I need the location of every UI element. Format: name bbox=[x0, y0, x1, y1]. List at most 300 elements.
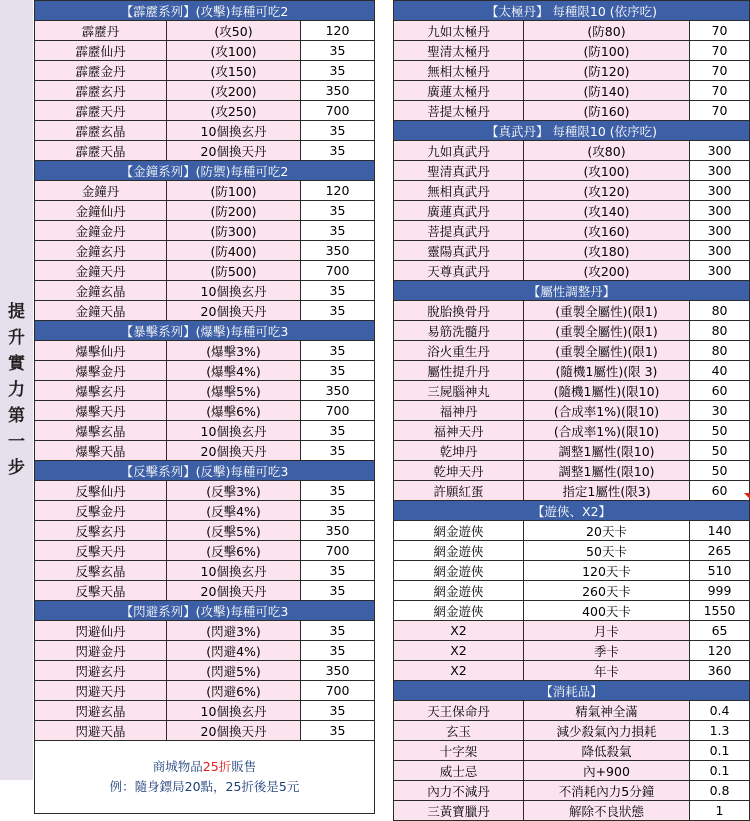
item-effect: (爆擊4%) bbox=[167, 361, 301, 381]
item-row bbox=[394, 221, 750, 241]
item-row bbox=[394, 101, 750, 121]
item-row bbox=[35, 221, 375, 241]
item-row bbox=[35, 61, 375, 81]
item-row bbox=[35, 521, 375, 541]
item-name: 爆擊玄晶 bbox=[35, 421, 167, 441]
item-name: 無相太極丹 bbox=[394, 61, 524, 81]
item-row bbox=[394, 801, 750, 821]
side-title-char: 提 bbox=[8, 302, 25, 322]
item-name: 網金遊俠 bbox=[394, 581, 524, 601]
item-row bbox=[35, 181, 375, 201]
item-effect: (爆擊5%) bbox=[167, 381, 301, 401]
item-name: 威士忌 bbox=[394, 761, 524, 781]
item-price: 50 bbox=[690, 421, 750, 441]
item-name: 聖清真武丹 bbox=[394, 161, 524, 181]
item-row bbox=[35, 101, 375, 121]
item-effect: (防400) bbox=[167, 241, 301, 261]
item-effect: (閃避4%) bbox=[167, 641, 301, 661]
item-row bbox=[394, 21, 750, 41]
side-title-char: 第 bbox=[8, 406, 25, 426]
item-name: 金鐘玄丹 bbox=[35, 241, 167, 261]
item-row bbox=[394, 361, 750, 381]
item-price: 35 bbox=[301, 41, 375, 61]
note-row bbox=[35, 741, 375, 814]
item-name: 十字架 bbox=[394, 741, 524, 761]
item-row bbox=[394, 261, 750, 281]
note-text: 販售 bbox=[231, 759, 257, 774]
item-price: 35 bbox=[301, 121, 375, 141]
item-name: X2 bbox=[394, 621, 524, 641]
item-price: 70 bbox=[690, 101, 750, 121]
item-effect: 10個換玄丹 bbox=[167, 281, 301, 301]
item-effect: (閃避6%) bbox=[167, 681, 301, 701]
item-name: 九如太極丹 bbox=[394, 21, 524, 41]
item-row bbox=[35, 381, 375, 401]
item-price: 80 bbox=[690, 301, 750, 321]
item-price: 35 bbox=[301, 61, 375, 81]
item-row bbox=[394, 201, 750, 221]
item-effect: (爆擊3%) bbox=[167, 341, 301, 361]
item-price: 300 bbox=[690, 201, 750, 221]
item-name: 反擊玄晶 bbox=[35, 561, 167, 581]
item-name: 天王保命丹 bbox=[394, 701, 524, 721]
item-row bbox=[35, 141, 375, 161]
item-name: 乾坤丹 bbox=[394, 441, 524, 461]
item-name: 金鐘天丹 bbox=[35, 261, 167, 281]
item-row bbox=[394, 701, 750, 721]
item-name: 閃避天晶 bbox=[35, 721, 167, 741]
item-price: 700 bbox=[301, 401, 375, 421]
item-row bbox=[35, 201, 375, 221]
item-price: 300 bbox=[690, 141, 750, 161]
item-effect: 月卡 bbox=[524, 621, 690, 641]
item-effect: (防300) bbox=[167, 221, 301, 241]
item-effect: 50天卡 bbox=[524, 541, 690, 561]
item-row bbox=[394, 161, 750, 181]
item-row bbox=[394, 581, 750, 601]
item-effect: 內+900 bbox=[524, 761, 690, 781]
item-row bbox=[35, 301, 375, 321]
item-row bbox=[35, 701, 375, 721]
item-name: 易筋洗髓丹 bbox=[394, 321, 524, 341]
item-price: 350 bbox=[301, 381, 375, 401]
mall-note bbox=[35, 741, 375, 814]
item-row bbox=[35, 261, 375, 281]
item-row bbox=[394, 441, 750, 461]
item-row bbox=[394, 661, 750, 681]
item-price: 35 bbox=[301, 501, 375, 521]
item-name: 反擊玄丹 bbox=[35, 521, 167, 541]
item-name: 廣蓮真武丹 bbox=[394, 201, 524, 221]
item-name: 閃避仙丹 bbox=[35, 621, 167, 641]
item-effect: 調整1屬性(限10) bbox=[524, 441, 690, 461]
item-effect: 20個換天丹 bbox=[167, 721, 301, 741]
item-name: 霹靂天丹 bbox=[35, 101, 167, 121]
item-effect: (攻160) bbox=[524, 221, 690, 241]
item-price: 60 bbox=[690, 381, 750, 401]
side-title-char: 步 bbox=[8, 458, 25, 478]
item-name: 三屍腦神丸 bbox=[394, 381, 524, 401]
item-name: 菩提真武丹 bbox=[394, 221, 524, 241]
corner-mark bbox=[744, 493, 750, 499]
section-header-row bbox=[394, 121, 750, 141]
item-price: 70 bbox=[690, 81, 750, 101]
item-name: 聖清太極丹 bbox=[394, 41, 524, 61]
item-name: 爆擊天晶 bbox=[35, 441, 167, 461]
item-effect: (攻100) bbox=[524, 161, 690, 181]
item-row bbox=[35, 661, 375, 681]
item-name: 霹靂仙丹 bbox=[35, 41, 167, 61]
item-effect: (攻80) bbox=[524, 141, 690, 161]
item-name: 網金遊俠 bbox=[394, 601, 524, 621]
item-row bbox=[394, 421, 750, 441]
section-header: 【暴擊系列】(爆擊)每種可吃3 bbox=[35, 321, 375, 341]
item-row bbox=[394, 761, 750, 781]
item-price: 70 bbox=[690, 41, 750, 61]
item-effect: (反擊3%) bbox=[167, 481, 301, 501]
item-row bbox=[394, 321, 750, 341]
item-effect: 年卡 bbox=[524, 661, 690, 681]
item-price: 50 bbox=[690, 441, 750, 461]
item-row bbox=[394, 721, 750, 741]
item-effect: 20個換天丹 bbox=[167, 141, 301, 161]
section-header: 【遊俠、X2】 bbox=[394, 501, 750, 521]
item-effect: (合成率1%)(限10) bbox=[524, 421, 690, 441]
item-row bbox=[35, 281, 375, 301]
item-effect: (攻50) bbox=[167, 21, 301, 41]
item-price: 0.4 bbox=[690, 701, 750, 721]
item-row bbox=[394, 781, 750, 801]
item-price: 35 bbox=[301, 621, 375, 641]
item-name: 九如真武丹 bbox=[394, 141, 524, 161]
item-name: 靈陽真武丹 bbox=[394, 241, 524, 261]
item-effect: 季卡 bbox=[524, 641, 690, 661]
item-effect: (攻200) bbox=[167, 81, 301, 101]
item-name: 金鐘金丹 bbox=[35, 221, 167, 241]
item-price: 1 bbox=[690, 801, 750, 821]
item-name: 屬性提升丹 bbox=[394, 361, 524, 381]
item-name: 廣蓮太極丹 bbox=[394, 81, 524, 101]
item-effect: 10個換玄丹 bbox=[167, 121, 301, 141]
item-price: 50 bbox=[690, 461, 750, 481]
item-effect: 10個換玄丹 bbox=[167, 701, 301, 721]
item-price: 700 bbox=[301, 681, 375, 701]
item-effect: (反擊6%) bbox=[167, 541, 301, 561]
item-effect: 調整1屬性(限10) bbox=[524, 461, 690, 481]
item-effect: 400天卡 bbox=[524, 601, 690, 621]
item-name: 霹靂丹 bbox=[35, 21, 167, 41]
item-name: 網金遊俠 bbox=[394, 541, 524, 561]
item-price: 35 bbox=[301, 141, 375, 161]
item-row bbox=[394, 541, 750, 561]
item-row bbox=[394, 381, 750, 401]
section-header: 【太極丹】 每種限10 (依序吃) bbox=[394, 1, 750, 21]
item-price: 360 bbox=[690, 661, 750, 681]
item-row bbox=[394, 521, 750, 541]
side-title-char: 力 bbox=[8, 380, 25, 400]
item-price: 999 bbox=[690, 581, 750, 601]
item-effect: (防500) bbox=[167, 261, 301, 281]
item-name: 爆擊金丹 bbox=[35, 361, 167, 381]
item-row bbox=[35, 421, 375, 441]
item-row bbox=[394, 61, 750, 81]
item-name: 閃避玄丹 bbox=[35, 661, 167, 681]
section-header: 【霹靂系列】(攻擊)每種可吃2 bbox=[35, 1, 375, 21]
item-effect: 10個換玄丹 bbox=[167, 561, 301, 581]
item-row bbox=[35, 241, 375, 261]
item-name: 玄玉 bbox=[394, 721, 524, 741]
item-name: 浴火重生丹 bbox=[394, 341, 524, 361]
item-effect: (隨機1屬性)(限10) bbox=[524, 381, 690, 401]
item-effect: (防200) bbox=[167, 201, 301, 221]
item-effect: (防100) bbox=[167, 181, 301, 201]
item-effect: (防120) bbox=[524, 61, 690, 81]
item-price: 0.8 bbox=[690, 781, 750, 801]
item-row bbox=[394, 341, 750, 361]
item-effect: (重製全屬性)(限1) bbox=[524, 341, 690, 361]
item-name: 爆擊仙丹 bbox=[35, 341, 167, 361]
right-price-table bbox=[393, 0, 750, 821]
item-price: 35 bbox=[301, 341, 375, 361]
item-effect: (反擊4%) bbox=[167, 501, 301, 521]
left-price-table bbox=[34, 0, 375, 814]
item-name: 霹靂金丹 bbox=[35, 61, 167, 81]
item-price: 700 bbox=[301, 261, 375, 281]
item-price: 35 bbox=[301, 481, 375, 501]
item-row bbox=[35, 681, 375, 701]
item-name: 閃避天丹 bbox=[35, 681, 167, 701]
section-header: 【閃避系列】(攻擊)每種可吃3 bbox=[35, 601, 375, 621]
item-price: 35 bbox=[301, 281, 375, 301]
section-header-row bbox=[394, 1, 750, 21]
section-header-row bbox=[35, 1, 375, 21]
item-effect: (防160) bbox=[524, 101, 690, 121]
item-name: 霹靂玄晶 bbox=[35, 121, 167, 141]
item-price: 80 bbox=[690, 341, 750, 361]
item-name: 爆擊天丹 bbox=[35, 401, 167, 421]
item-row bbox=[394, 641, 750, 661]
item-price: 300 bbox=[690, 241, 750, 261]
item-row bbox=[35, 341, 375, 361]
item-effect: (攻120) bbox=[524, 181, 690, 201]
side-title-char: 實 bbox=[8, 354, 25, 374]
item-effect: (爆擊6%) bbox=[167, 401, 301, 421]
item-row bbox=[394, 481, 750, 501]
item-price: 35 bbox=[301, 361, 375, 381]
item-row bbox=[35, 561, 375, 581]
item-row bbox=[35, 481, 375, 501]
item-effect: 20個換天丹 bbox=[167, 301, 301, 321]
item-row bbox=[394, 621, 750, 641]
item-name: 金鐘玄晶 bbox=[35, 281, 167, 301]
item-price: 350 bbox=[301, 241, 375, 261]
item-name: 內力不減丹 bbox=[394, 781, 524, 801]
item-price: 300 bbox=[690, 161, 750, 181]
item-name: 網金遊俠 bbox=[394, 521, 524, 541]
item-effect: (合成率1%)(限10) bbox=[524, 401, 690, 421]
section-header-row bbox=[394, 281, 750, 301]
note-text: 商城物品 bbox=[152, 759, 203, 774]
item-row bbox=[35, 401, 375, 421]
item-name: 閃避金丹 bbox=[35, 641, 167, 661]
item-price: 1.3 bbox=[690, 721, 750, 741]
item-price: 80 bbox=[690, 321, 750, 341]
item-row bbox=[35, 621, 375, 641]
section-header: 【反擊系列】(反擊)每種可吃3 bbox=[35, 461, 375, 481]
item-price: 700 bbox=[301, 101, 375, 121]
item-effect: (重製全屬性)(限1) bbox=[524, 301, 690, 321]
item-row bbox=[35, 721, 375, 741]
item-row bbox=[394, 181, 750, 201]
item-effect: 260天卡 bbox=[524, 581, 690, 601]
item-price: 70 bbox=[690, 21, 750, 41]
side-title-char: 一 bbox=[8, 432, 25, 452]
item-price: 35 bbox=[301, 561, 375, 581]
item-price: 1550 bbox=[690, 601, 750, 621]
section-header-row bbox=[35, 461, 375, 481]
item-effect: (閃避3%) bbox=[167, 621, 301, 641]
item-row bbox=[35, 21, 375, 41]
item-effect: (閃避5%) bbox=[167, 661, 301, 681]
item-effect: 解除不良狀態 bbox=[524, 801, 690, 821]
item-name: 天尊真武丹 bbox=[394, 261, 524, 281]
item-effect: (隨機1屬性)(限 3) bbox=[524, 361, 690, 381]
item-effect: (重製全屬性)(限1) bbox=[524, 321, 690, 341]
item-row bbox=[394, 401, 750, 421]
section-header-row bbox=[35, 161, 375, 181]
item-price: 30 bbox=[690, 401, 750, 421]
item-price: 350 bbox=[301, 661, 375, 681]
item-price: 120 bbox=[301, 21, 375, 41]
item-price: 510 bbox=[690, 561, 750, 581]
item-price: 140 bbox=[690, 521, 750, 541]
item-price: 700 bbox=[301, 541, 375, 561]
item-row bbox=[394, 741, 750, 761]
item-effect: (反擊5%) bbox=[167, 521, 301, 541]
item-name: 反擊天丹 bbox=[35, 541, 167, 561]
item-name: 閃避玄晶 bbox=[35, 701, 167, 721]
item-row bbox=[35, 441, 375, 461]
item-name: 霹靂玄丹 bbox=[35, 81, 167, 101]
item-price: 300 bbox=[690, 181, 750, 201]
item-name: 網金遊俠 bbox=[394, 561, 524, 581]
item-row bbox=[35, 641, 375, 661]
item-effect: 不消耗內力5分鐘 bbox=[524, 781, 690, 801]
item-effect: 20天卡 bbox=[524, 521, 690, 541]
item-price: 35 bbox=[301, 201, 375, 221]
section-header: 【消耗品】 bbox=[394, 681, 750, 701]
item-name: X2 bbox=[394, 641, 524, 661]
item-row bbox=[394, 81, 750, 101]
section-header-row bbox=[394, 501, 750, 521]
item-name: 金鐘丹 bbox=[35, 181, 167, 201]
item-row bbox=[394, 561, 750, 581]
section-header-row bbox=[35, 601, 375, 621]
note-line-1 bbox=[35, 757, 374, 777]
item-price: 35 bbox=[301, 641, 375, 661]
item-price: 0.1 bbox=[690, 741, 750, 761]
item-effect: 10個換玄丹 bbox=[167, 421, 301, 441]
item-price: 65 bbox=[690, 621, 750, 641]
item-row bbox=[394, 41, 750, 61]
section-header-row bbox=[394, 681, 750, 701]
item-name: 無相真武丹 bbox=[394, 181, 524, 201]
item-effect: 減少殺氣內力損耗 bbox=[524, 721, 690, 741]
item-price: 35 bbox=[301, 441, 375, 461]
item-price: 60 bbox=[690, 481, 750, 501]
item-price: 350 bbox=[301, 521, 375, 541]
item-effect: (防80) bbox=[524, 21, 690, 41]
item-price: 300 bbox=[690, 261, 750, 281]
section-header: 【真武丹】 每種限10 (依序吃) bbox=[394, 121, 750, 141]
side-title-char: 升 bbox=[8, 328, 25, 348]
item-effect: 精氣神全滿 bbox=[524, 701, 690, 721]
item-name: 金鐘天晶 bbox=[35, 301, 167, 321]
item-price: 35 bbox=[301, 301, 375, 321]
item-effect: 20個換天丹 bbox=[167, 441, 301, 461]
item-effect: (攻140) bbox=[524, 201, 690, 221]
item-price: 40 bbox=[690, 361, 750, 381]
item-effect: 指定1屬性(限3) bbox=[524, 481, 690, 501]
item-name: 金鐘仙丹 bbox=[35, 201, 167, 221]
item-name: 脫胎換骨丹 bbox=[394, 301, 524, 321]
item-price: 120 bbox=[690, 641, 750, 661]
side-title bbox=[8, 299, 25, 481]
item-name: 許願紅蛋 bbox=[394, 481, 524, 501]
item-price: 35 bbox=[301, 701, 375, 721]
item-row bbox=[35, 361, 375, 381]
item-price: 35 bbox=[301, 221, 375, 241]
item-price: 35 bbox=[301, 581, 375, 601]
item-row bbox=[394, 301, 750, 321]
item-name: 爆擊玄丹 bbox=[35, 381, 167, 401]
item-row bbox=[394, 241, 750, 261]
section-header: 【金鐘系列】(防禦)每種可吃2 bbox=[35, 161, 375, 181]
item-row bbox=[35, 41, 375, 61]
section-header: 【屬性調整丹】 bbox=[394, 281, 750, 301]
item-row bbox=[35, 501, 375, 521]
side-title-panel bbox=[0, 0, 33, 780]
item-name: 霹靂天晶 bbox=[35, 141, 167, 161]
item-name: 反擊金丹 bbox=[35, 501, 167, 521]
item-price: 0.1 bbox=[690, 761, 750, 781]
item-row bbox=[35, 541, 375, 561]
item-row bbox=[394, 601, 750, 621]
item-effect: (攻100) bbox=[167, 41, 301, 61]
item-price: 265 bbox=[690, 541, 750, 561]
item-name: 反擊天晶 bbox=[35, 581, 167, 601]
item-name: 反擊仙丹 bbox=[35, 481, 167, 501]
item-name: X2 bbox=[394, 661, 524, 681]
note-line-2: 例：隨身鏢局20點，25折後是5元 bbox=[109, 779, 300, 794]
item-price: 70 bbox=[690, 61, 750, 81]
item-name: 菩提太極丹 bbox=[394, 101, 524, 121]
note-discount: 25折 bbox=[202, 759, 232, 774]
item-row bbox=[35, 581, 375, 601]
item-row bbox=[35, 81, 375, 101]
item-effect: (防140) bbox=[524, 81, 690, 101]
item-name: 福神丹 bbox=[394, 401, 524, 421]
item-row bbox=[35, 121, 375, 141]
item-name: 乾坤天丹 bbox=[394, 461, 524, 481]
item-effect: 20個換天丹 bbox=[167, 581, 301, 601]
item-price: 35 bbox=[301, 421, 375, 441]
item-effect: 降低殺氣 bbox=[524, 741, 690, 761]
item-effect: (攻180) bbox=[524, 241, 690, 261]
section-header-row bbox=[35, 321, 375, 341]
item-effect: (攻250) bbox=[167, 101, 301, 121]
item-price: 35 bbox=[301, 721, 375, 741]
